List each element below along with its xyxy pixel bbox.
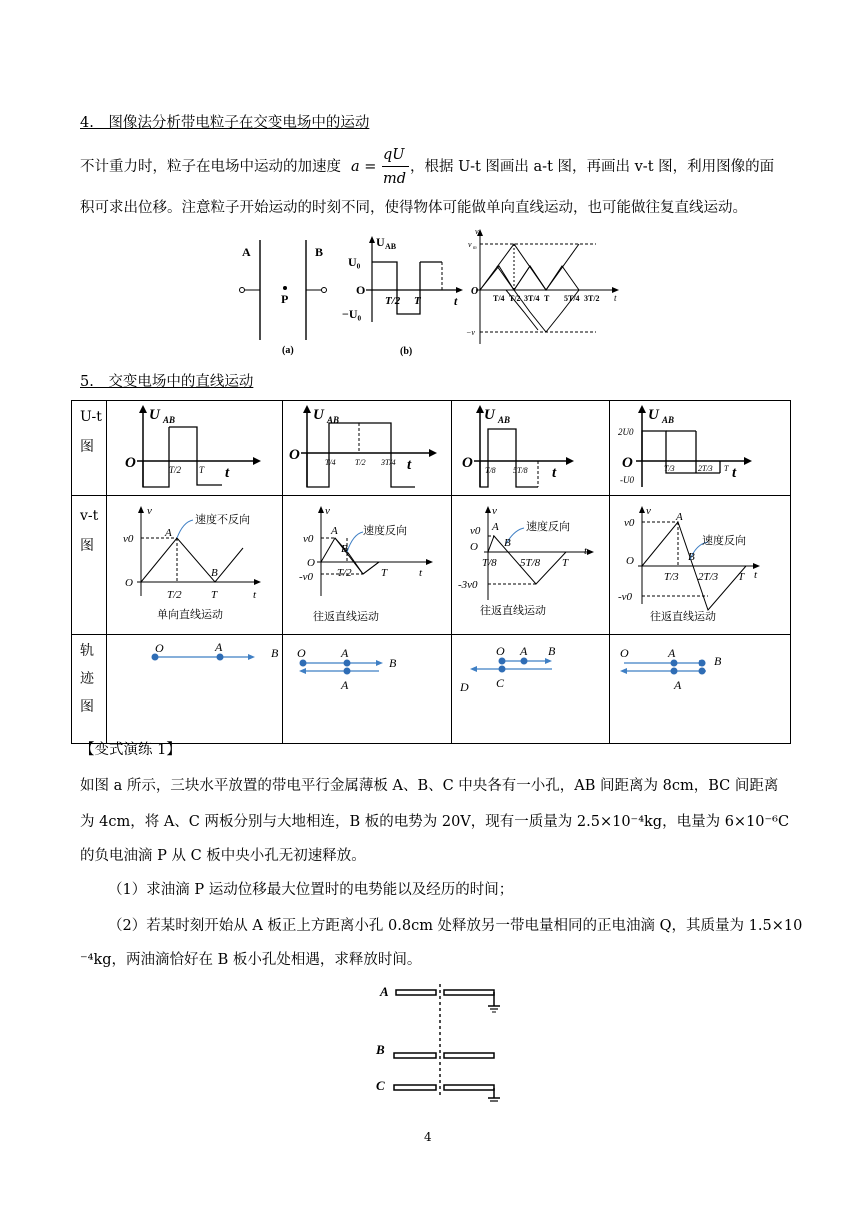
plate-b-label: B bbox=[315, 245, 324, 259]
row-label-vt-2: 图 bbox=[80, 538, 94, 554]
exercise-p2: 为 4cm，将 A、C 两板分别与大地相连，B 板的电势为 20V，现有一质量为 2.5×10⁻⁴kg，电量为 6×10⁻⁶C bbox=[80, 814, 790, 830]
vt-graph-3 bbox=[452, 496, 608, 630]
plate-a-label: A bbox=[242, 245, 251, 259]
ut-cell-2 bbox=[282, 401, 451, 496]
traj3-o: O bbox=[495, 644, 505, 658]
traj4-b: B bbox=[714, 654, 722, 668]
traj1-o: O bbox=[155, 641, 164, 655]
row-label-vt bbox=[72, 496, 107, 635]
ut3-tick-t8: T/8 bbox=[484, 466, 496, 475]
vt3-axis-t: t bbox=[583, 545, 587, 557]
vt2-point-a: A bbox=[330, 525, 338, 537]
ut4-tick-2t3: 2T/3 bbox=[698, 464, 713, 473]
traj1-a: A bbox=[215, 640, 223, 654]
traj4-a2: A bbox=[674, 678, 682, 692]
ut-graph-1 bbox=[107, 401, 279, 491]
ut-graph-4 bbox=[610, 401, 788, 491]
figure-a-plates bbox=[232, 238, 342, 363]
traj3-c: C bbox=[495, 676, 504, 690]
vt4-point-a: A bbox=[676, 511, 683, 523]
vt4-v: v bbox=[646, 505, 652, 517]
fraction-bar bbox=[382, 166, 409, 167]
traj2-a2: A bbox=[340, 678, 349, 692]
vt1-point-a: A bbox=[165, 527, 173, 539]
row-label-traj bbox=[72, 635, 107, 744]
ut2-axis-t: t bbox=[406, 457, 412, 473]
ut3-tick-5t8: 5T/8 bbox=[512, 466, 528, 475]
row-label-traj-3: 图 bbox=[80, 699, 94, 715]
traj-cell-1 bbox=[107, 635, 283, 744]
axis-t-c: t bbox=[614, 293, 617, 303]
vt-cell-1 bbox=[107, 496, 283, 635]
ut-graph-2 bbox=[283, 401, 449, 491]
vt3-point-a: A bbox=[491, 521, 499, 533]
ut2-tick-t2: T/2 bbox=[354, 458, 366, 467]
vt3-point-b: B bbox=[503, 537, 511, 549]
vt4-caption: 往返直线运动 bbox=[650, 611, 717, 623]
tick-3t4: 3T/4 bbox=[524, 294, 540, 303]
vt1-tick-t: T bbox=[211, 589, 218, 601]
ut3-axis-t: t bbox=[551, 465, 556, 481]
minus-u0-label: −U₀ bbox=[342, 307, 362, 321]
ut2-origin: O bbox=[288, 447, 300, 463]
plate-c: C bbox=[376, 1078, 385, 1093]
exercise-p1: 如图 a 所示，三块水平放置的带电平行金属薄板 A、B、C 中央各有一小孔，AB 间距离为 8cm，BC 间距离 bbox=[80, 778, 779, 794]
figure-b-ut-graph bbox=[342, 232, 467, 362]
vt2-v: v bbox=[324, 505, 330, 517]
figure-b-caption: (b) bbox=[400, 346, 413, 357]
vt3-minus-3v0: -3v0 bbox=[457, 579, 478, 591]
ut3-title: U bbox=[483, 407, 495, 423]
tick-t-half: T/2 bbox=[385, 295, 401, 307]
formula-denominator: md bbox=[383, 171, 407, 187]
ut3-sub: AB bbox=[497, 415, 510, 425]
vt3-v0: v0 bbox=[469, 525, 480, 537]
tick-t4: T/4 bbox=[493, 294, 505, 303]
vt4-tick-t3: T/3 bbox=[664, 571, 679, 583]
row-label-traj-2: 迹 bbox=[80, 671, 94, 687]
ut1-origin: O bbox=[125, 455, 137, 471]
tick-t: T bbox=[414, 295, 421, 307]
traj-cell-4 bbox=[610, 635, 791, 744]
vt-graph-4 bbox=[610, 496, 788, 630]
vt4-minus-v0: -v0 bbox=[618, 591, 633, 603]
vt3-v: v bbox=[491, 505, 497, 517]
section5-heading: 5. 交变电场中的直线运动 bbox=[80, 374, 254, 390]
row-label-ut-1: U-t bbox=[80, 409, 102, 425]
ut-cell-1 bbox=[107, 401, 283, 496]
ut4-title: U bbox=[648, 407, 660, 423]
ut-cell-3 bbox=[451, 401, 610, 496]
ut4-minus-u0: -U0 bbox=[620, 475, 635, 485]
minus-vm-label: −v bbox=[466, 328, 475, 337]
tick-5t4: 5T/4 bbox=[564, 294, 580, 303]
vm-label: v bbox=[468, 240, 472, 249]
traj3-d: D bbox=[459, 680, 469, 694]
u0-label: U₀ bbox=[348, 255, 361, 269]
ut3-origin: O bbox=[461, 455, 473, 471]
vt-cell-4 bbox=[610, 496, 791, 635]
row-label-vt-1: v-t bbox=[80, 508, 99, 524]
exercise-q1: （1）求油滴 P 运动位移最大位置时的电势能以及经历的时间； bbox=[108, 882, 514, 898]
vt3-caption: 往返直线运动 bbox=[479, 605, 546, 617]
ut2-title: U bbox=[312, 407, 324, 423]
uab-title: U bbox=[376, 235, 385, 249]
section4-para-a: 不计重力时，粒子在电场中运动的加速度 bbox=[80, 159, 341, 175]
vt2-minus-v0: -v0 bbox=[298, 571, 313, 583]
ut4-origin: O bbox=[622, 455, 634, 471]
vt1-tick-t2: T/2 bbox=[167, 589, 182, 601]
plate-a: A bbox=[380, 984, 389, 999]
vt4-tick-t: T bbox=[738, 571, 745, 583]
traj-cell-3 bbox=[451, 635, 610, 744]
traj2-a: A bbox=[340, 646, 349, 660]
vt1-axis-t: t bbox=[253, 589, 257, 601]
tick-t-c: T bbox=[544, 294, 550, 303]
ut1-tick-t: T bbox=[199, 465, 205, 475]
section4-para-b: ，根据 U-t 图画出 a-t 图，再画出 v-t 图，利用图像的面 bbox=[410, 159, 775, 175]
acceleration-formula bbox=[351, 142, 411, 190]
traj4-o: O bbox=[620, 646, 629, 660]
ut-cell-4 bbox=[610, 401, 791, 496]
vt3-tick-5t8: 5T/8 bbox=[519, 557, 540, 569]
vt4-axis-t: t bbox=[754, 569, 758, 581]
formula-numerator: qU bbox=[383, 147, 405, 163]
figure-c-vt-graph bbox=[466, 226, 626, 361]
ut-graph-3 bbox=[452, 401, 608, 491]
vt1-caption: 单向直线运动 bbox=[157, 609, 224, 621]
vt3-note: 速度反向 bbox=[525, 521, 570, 533]
section4-para-line2: 积可求出位移。注意粒子开始运动的时刻不同，使得物体可能做单向直线运动，也可能做往复直线运动。 bbox=[80, 200, 747, 216]
plate-b: B bbox=[376, 1042, 385, 1057]
formula-lhs: a = bbox=[351, 159, 377, 175]
exercise-title: 【变式演练 1】 bbox=[80, 742, 181, 758]
ut4-tick-t3: T/3 bbox=[664, 464, 675, 473]
vt4-point-b: B bbox=[688, 551, 695, 563]
vt-graph-1 bbox=[107, 496, 279, 630]
vt2-tick-t2: T/2 bbox=[336, 567, 352, 579]
row-label-ut bbox=[72, 401, 107, 496]
vt1-v0: v0 bbox=[123, 533, 134, 545]
ut4-2u0: 2U0 bbox=[618, 427, 634, 437]
ut1-tick-t2: T/2 bbox=[169, 465, 182, 475]
ut1-title: U bbox=[149, 407, 161, 423]
vt2-tick-t: T bbox=[380, 567, 387, 579]
traj3-a: A bbox=[519, 644, 527, 658]
axis-t: t bbox=[454, 294, 458, 308]
exercise-q2-line1: （2）若某时刻开始从 A 板正上方距离小孔 0.8cm 处释放另一带电量相同的正电油滴 Q，其质量为 1.5×10 bbox=[108, 918, 803, 934]
row-label-traj-1: 轨 bbox=[80, 643, 94, 659]
point-p-label: P bbox=[281, 292, 289, 306]
vt2-caption: 往返直线运动 bbox=[312, 611, 379, 623]
vt3-tick-t: T bbox=[561, 557, 568, 569]
tick-t2: T/2 bbox=[509, 294, 521, 303]
traj1-b: B bbox=[271, 646, 279, 660]
traj3-b: B bbox=[547, 644, 555, 658]
exercise-q2-line2: ⁻⁴kg，两油滴恰好在 B 板小孔处相遇，求释放时间。 bbox=[80, 952, 422, 968]
vt4-tick-2t3: 2T/3 bbox=[698, 571, 719, 583]
traj-graph-3 bbox=[452, 635, 608, 739]
traj4-a: A bbox=[668, 646, 676, 660]
ut1-sub: AB bbox=[163, 415, 176, 425]
ut4-axis-t: t bbox=[732, 465, 737, 481]
vt1-v: v bbox=[147, 505, 153, 517]
traj2-b: B bbox=[388, 656, 397, 670]
row-label-ut-2: 图 bbox=[80, 439, 94, 455]
vt3-tick-t8: T/8 bbox=[481, 557, 497, 569]
vt4-v0: v0 bbox=[624, 517, 635, 529]
ut1-axis-t: t bbox=[225, 465, 230, 481]
traj-cell-2 bbox=[282, 635, 451, 744]
vt2-note: 速度反向 bbox=[362, 525, 407, 537]
vt2-axis-t: t bbox=[418, 567, 422, 579]
vt2-v0: v0 bbox=[302, 533, 314, 545]
figure-a-caption: (a) bbox=[282, 345, 294, 356]
traj-graph-4 bbox=[610, 635, 788, 739]
vt-graph-2 bbox=[283, 496, 449, 630]
tick-3t2: 3T/2 bbox=[584, 294, 600, 303]
uab-sub: AB bbox=[385, 242, 397, 251]
vt1-point-b: B bbox=[211, 567, 219, 579]
traj-graph-2 bbox=[283, 635, 449, 739]
vt-cell-3 bbox=[451, 496, 610, 635]
plates-figure bbox=[370, 980, 510, 1110]
ut4-tick-t: T bbox=[724, 464, 729, 473]
section4-heading: 4. 图像法分析带电粒子在交变电场中的运动 bbox=[80, 115, 370, 131]
origin-label: O bbox=[356, 283, 366, 297]
page-number: 4 bbox=[424, 1130, 432, 1144]
ut4-sub: AB bbox=[662, 415, 675, 425]
vt-cell-2 bbox=[282, 496, 451, 635]
ut2-sub: AB bbox=[326, 415, 339, 425]
vm-sub: m bbox=[473, 246, 477, 251]
ut2-tick-t4: T/4 bbox=[324, 458, 336, 467]
ut2-tick-3t4: 3T/4 bbox=[380, 458, 396, 467]
traj2-o: O bbox=[296, 646, 306, 660]
vt2-origin: O bbox=[306, 557, 315, 569]
vt3-origin: O bbox=[469, 541, 478, 553]
vt4-note: 速度反向 bbox=[702, 535, 747, 547]
origin-c: O bbox=[471, 286, 479, 297]
traj-graph-1 bbox=[107, 635, 279, 739]
vt4-origin: O bbox=[626, 555, 635, 567]
vt1-note: 速度不反向 bbox=[195, 514, 251, 526]
exercise-p3: 的负电油滴 P 从 C 板中央小孔无初速释放。 bbox=[80, 848, 366, 864]
v-axis-label: v bbox=[475, 227, 479, 236]
motion-table bbox=[71, 400, 791, 744]
vt1-origin: O bbox=[125, 577, 134, 589]
vt2-point-b: B bbox=[340, 543, 348, 555]
